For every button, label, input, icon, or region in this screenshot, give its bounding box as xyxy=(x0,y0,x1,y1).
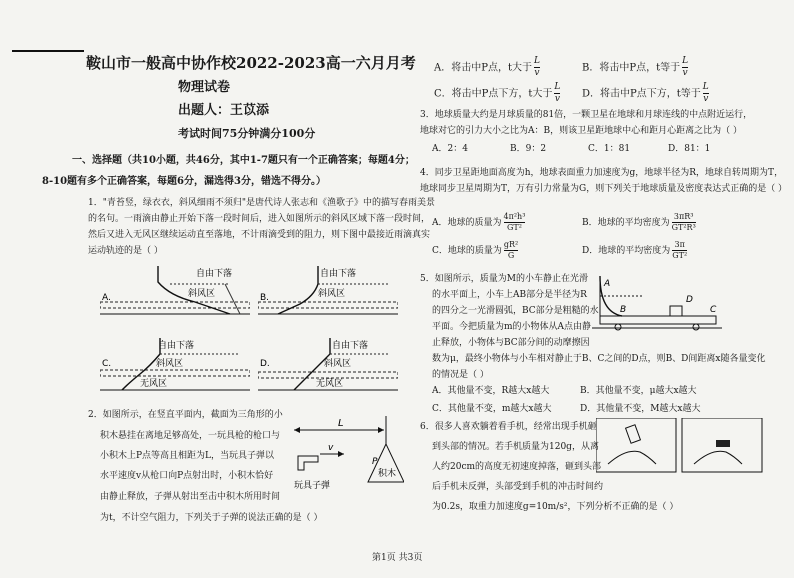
q3-option-b: B．9：2 xyxy=(510,144,547,154)
q5-option-b: B．其他量不变，μ越大x越大 xyxy=(580,386,697,396)
q4-line-2: 地球同步卫星周期为T，万有引力常量为G，则下列关于地球质量及密度表达式正确的是（ ） xyxy=(420,184,788,194)
q1-c-free-fall: 自由下落 xyxy=(158,341,195,351)
q2-line-6: 为t，不计空气阻力，下列关于子弹的说法正确的是（ ） xyxy=(100,513,323,523)
q5-line-5: 止释放，小物体与BC部分间的动摩擦因 xyxy=(432,338,590,348)
subject-title: 物理试卷 xyxy=(178,80,231,95)
time-line: 考试时间75分钟满分100分 xyxy=(178,127,316,140)
q1-d-wind: 斜风区 xyxy=(324,359,352,369)
exam-title: 鞍山市一般高中协作校2022-2023高一六月月考 xyxy=(86,54,416,72)
q1-option-a: A. xyxy=(102,293,111,303)
q5-option-a: A．其他量不变，R越大x越大 xyxy=(432,386,550,396)
q1-option-b: B. xyxy=(260,293,270,303)
q1-line-3: 然后又进入无风区继续运动直至落地，不计雨滴受到的阻力，则下图中最接近雨滴真实 xyxy=(88,230,431,240)
q5-label-B: B xyxy=(620,305,627,315)
q5-line-7: 的情况是（ ） xyxy=(432,370,489,380)
q3-option-d: D．81：1 xyxy=(668,144,711,154)
q4-option-a: A．地球的质量为 $\frac{\text{4π²h³}}{\text{GT²}}$ xyxy=(432,212,526,232)
q2-label-P: P xyxy=(372,457,378,467)
q3-option-a: A．2：4 xyxy=(432,144,468,154)
page-number: 第1页 共3页 xyxy=(372,553,423,563)
q2-line-4: 水平速度v从枪口向P点射出时，小积木恰好 xyxy=(100,471,274,481)
q1-c-no-wind: 无风区 xyxy=(140,379,168,389)
q5-option-d: D．其他量不变，M越大x越大 xyxy=(580,404,701,414)
q2-label-L: L xyxy=(338,418,344,429)
q5-line-2: 的水平面上，小车上AB部分是半径为R xyxy=(432,290,587,300)
q5-option-c: C．其他量不变，m越大x越大 xyxy=(432,404,552,414)
q2-label-bullet: 玩具子弹 xyxy=(294,481,331,491)
q1-line-1: 1．"青苔竖，绿衣衣，斜风细雨不须归"是唐代诗人张志和《渔歌子》中的描写春雨美景 xyxy=(88,198,436,208)
q1-d-free-fall: 自由下落 xyxy=(332,341,369,351)
q2-option-b: B．将击中P点，t等于 $\frac{L}{v}$ xyxy=(582,56,689,79)
q1-line-2: 的名句。一雨滴由静止开始下落一段时间后，进入如图所示的斜风区域下落一段时间， xyxy=(88,214,431,224)
author-line: 出题人：王苡添 xyxy=(178,103,270,118)
q2-line-1: 2．如图所示，在竖直平面内，截面为三角形的小 xyxy=(88,410,283,420)
header-rule xyxy=(12,50,84,52)
q3-line-1: 3．地球质量大约是月球质量的81倍，一颗卫星在地球和月球连线的中点附近运行， xyxy=(420,110,753,120)
q5-label-A: A xyxy=(604,279,611,289)
q1-option-c: C. xyxy=(102,359,112,369)
q2-figure xyxy=(294,416,404,500)
q4-option-b: B．地球的平均密度为 $\frac{\text{3πR³}}{\text{GT²R³}}$ xyxy=(582,212,696,232)
q2-label-block: 积木 xyxy=(378,469,397,479)
q5-figure xyxy=(592,272,722,334)
q2-label-v: v xyxy=(328,443,334,453)
q4-option-d: D．地球的平均密度为 $\frac{3\pi}{\text{GT²}}$ xyxy=(582,240,688,260)
q4-option-c: C．地球的质量为 $\frac{\text{gR²}}{G}$ xyxy=(432,240,519,260)
q1-a-wind: 斜风区 xyxy=(188,289,216,299)
q1-figure-b xyxy=(258,262,398,322)
q6-line-3: 人约20cm的高度无初速度掉落，砸到头部 xyxy=(432,462,602,472)
q5-line-4: 平面。今把质量为m的小物体从A点由静 xyxy=(432,322,592,332)
q1-line-4: 运动轨迹的是（ ） xyxy=(88,246,163,256)
section-heading-2: 8-10题有多个正确答案，每题6分，漏选得3分，错选不得分。） xyxy=(42,176,326,187)
q3-line-3: 地球对它的引力大小之比为A：B，则该卫星距地球中心和距月心距离之比为（ ） xyxy=(420,126,742,136)
q1-a-free-fall: 自由下落 xyxy=(196,269,233,279)
q2-option-c: C．将击中P点下方，t大于 $\frac{L}{v}$ xyxy=(434,82,561,105)
q2-line-5: 由静止释放，子弹从射出至击中积木所用时间 xyxy=(100,492,281,502)
q2-line-3: 小积木上P点等高且相距为L，当玩具子弹以 xyxy=(100,451,275,461)
q1-b-free-fall: 自由下落 xyxy=(320,269,357,279)
q5-label-D: D xyxy=(686,295,693,305)
q5-line-3: 的四分之一光滑圆弧，BC部分是粗糙的水 xyxy=(432,306,599,316)
q6-line-2: 到头部的情况。若手机质量为120g，从离 xyxy=(432,442,599,452)
q1-c-wind: 斜风区 xyxy=(156,359,184,369)
q6-line-4: 后手机未反弹，头部受到手机的冲击时间约 xyxy=(432,482,604,492)
q1-option-d: D. xyxy=(260,359,270,369)
q2-option-d: D．将击中P点下方，t等于 $\frac{L}{v}$ xyxy=(582,82,709,105)
section-heading: 一、选择题（共10小题，共46分，其中1-7题只有一个正确答案；每题4分； xyxy=(72,155,415,166)
q6-line-1: 6．很多人喜欢躺着看手机，经常出现手机砸 xyxy=(420,422,597,432)
q2-line-2: 积木悬挂在离地足够高处，一玩具枪的枪口与 xyxy=(100,431,281,441)
q5-line-6: 数为μ，最终小物体与小车相对静止于B、C之间的D点，则B、D间距离x随各量变化 xyxy=(432,354,766,364)
q1-figure-d xyxy=(258,336,398,398)
q5-line-1: 5．如图所示，质量为M的小车静止在光滑 xyxy=(420,274,588,284)
q2-option-a: A．将击中P点，t大于 $\frac{L}{v}$ xyxy=(434,56,540,79)
q6-illustration xyxy=(596,418,766,474)
q3-option-c: C．1：81 xyxy=(588,144,631,154)
q1-figure-a xyxy=(100,262,250,322)
q4-line-1: 4．同步卫星距地面高度为h，地球表面重力加速度为g，地球半径为R，地球自转周期为T， xyxy=(420,168,784,178)
q1-b-wind: 斜风区 xyxy=(318,289,346,299)
q1-d-no-wind: 无风区 xyxy=(316,379,344,389)
q6-line-5: 为0.2s，取重力加速度g=10m/s²，下列分析不正确的是（ ） xyxy=(432,502,679,512)
q5-label-C: C xyxy=(710,305,717,315)
q1-figure-c xyxy=(100,336,250,398)
